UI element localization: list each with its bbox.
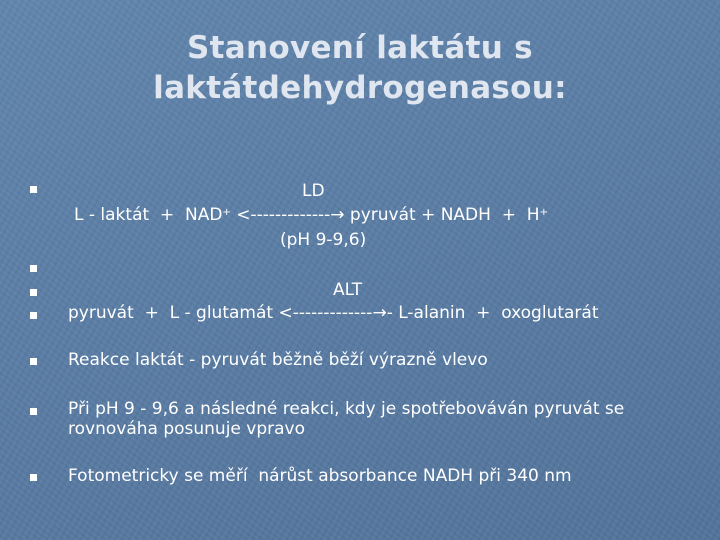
bullet-text-2: Při pH 9 - 9,6 a následné reakci, kdy je spotřebováván pyruvát se (68, 399, 625, 419)
reaction1-enzyme: LD (302, 181, 325, 201)
slide-title-line-2: laktátdehydrogenasou: (153, 70, 567, 106)
bullet-marker (30, 474, 37, 481)
bullet-marker (30, 408, 37, 415)
bullet-marker (30, 265, 37, 272)
reaction1-arrow: <------------- (230, 205, 331, 225)
slide-title-line-1: Stanovení laktátu s (187, 30, 533, 66)
reaction1-left: L - laktát + NAD (74, 205, 223, 225)
reaction1-left-sup: + (222, 207, 231, 218)
bullet-marker (30, 312, 37, 319)
bullet-marker (30, 186, 37, 193)
slide-title (0, 28, 720, 108)
bullet-text-1: Reakce laktát - pyruvát běžně běží výrazně vlevo (68, 350, 488, 370)
reaction2-arrow-head-icon: → (372, 303, 387, 323)
reaction1-right: pyruvát + NADH + H (344, 205, 540, 225)
reaction1-arrow-head-icon: → (330, 205, 345, 225)
reaction1-right-sup: + (539, 207, 548, 218)
reaction2-enzyme: ALT (333, 280, 363, 300)
reaction2-equation (68, 302, 599, 324)
bullet-text-2-continued: rovnováha posunuje vpravo (68, 419, 306, 439)
bullet-text-3: Fotometricky se měří nárůst absorbance NADH při 340 nm (68, 466, 572, 486)
reaction1-equation (74, 204, 548, 226)
bullet-marker (30, 358, 37, 365)
reaction2-right: - L-alanin + oxoglutarát (386, 303, 599, 323)
bullet-marker (30, 289, 37, 296)
reaction2-left: pyruvát + L - glutamát <------------- (68, 303, 373, 323)
reaction1-condition: (pH 9-9,6) (280, 230, 367, 250)
